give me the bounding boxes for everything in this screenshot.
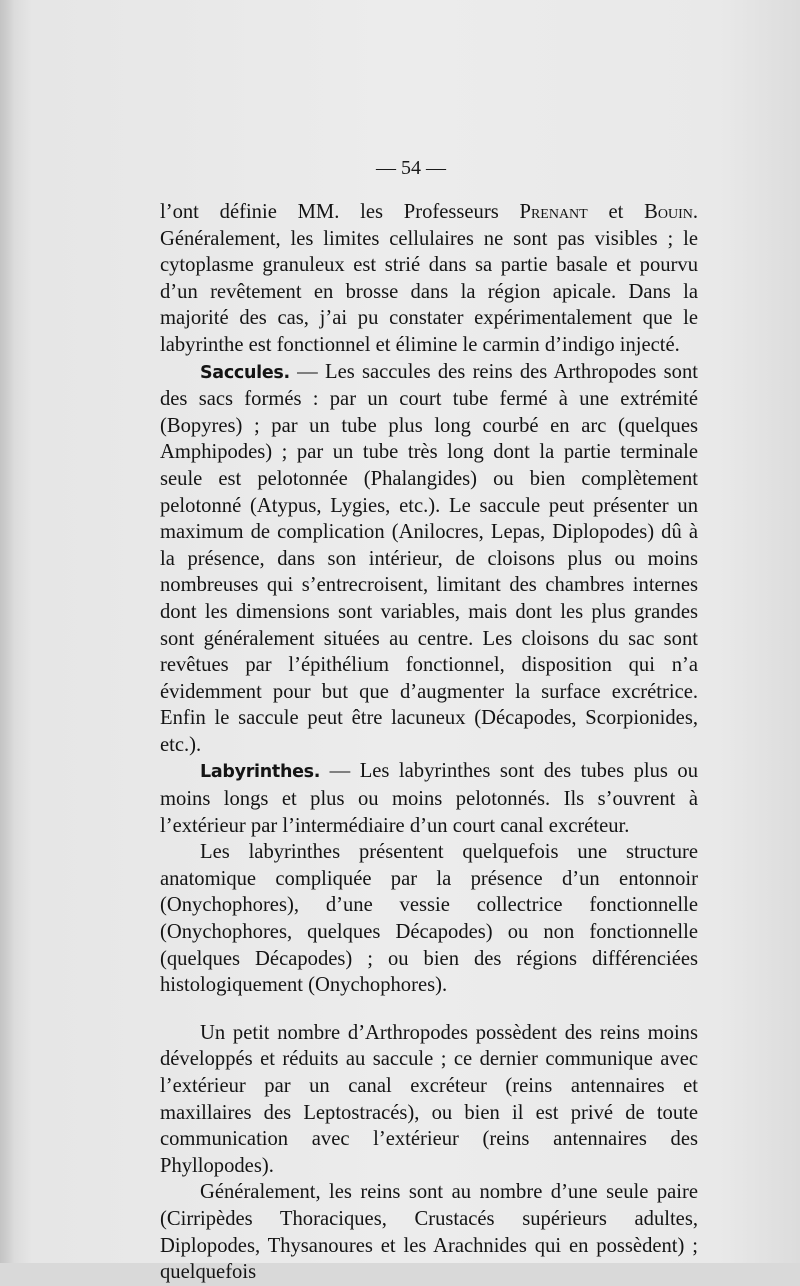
- paragraph-labyrinthes: [160, 758, 698, 839]
- body-text: [160, 199, 698, 1286]
- paragraph-text: l’ont définie MM. les Professeurs: [160, 201, 520, 223]
- binding-shadow: [0, 0, 14, 1263]
- paragraph-text: — Les labyrinthes sont des tubes plus ou moins longs et plus ou moins pelotonnés. Ils s’ouvrent à l’extérieur par l’intermédiaire d’un court canal excréteur.: [160, 760, 698, 837]
- paragraph-reduced-kidneys: Un petit nombre d’Arthropodes possèdent des reins moins développés et réduits au saccule ; ce dernier communique avec l’extérieur par un canal excréteur (reins antennaires et maxillaires des Leptostracés), ou bien il est privé de toute communication avec l’extérieur (reins antennaires des Phyllopodes).: [160, 1021, 698, 1177]
- paragraph-text: . Généralement, les limites cellulaires ne sont pas visibles ; le cytoplasme granuleux est strié dans sa partie basale et pourvu d’un revêtement en brosse dans la région apicale. Dans la majorité des cas, j’ai pu constater expérimentalement que le labyrinthe est fonctionnel et élimine le carmin d’indigo injecté.: [160, 201, 698, 356]
- section-heading-saccules: Saccules.: [200, 362, 290, 383]
- page-number: — 54 —: [376, 157, 446, 179]
- paragraph-text: — Les saccules des reins des Arthropodes sont des sacs formés : par un court tube fermé à une extrémité (Bopyres) ; par un tube plus long courbé en arc (quelques Amphipodes) ; par un tube très long dont la partie terminale seule est pelotonnée (Phalangides) ou bien complètement pelotonné (Atypus, Lygies, etc.). Le saccule peut présenter un maximum de complication (Anilocres, Lepas, Diplopodes) dû à la présence, dans son intérieur, de cloisons plus ou moins nombreuses qui s’entrecroisent, limitant des chambres internes dont les dimensions sont variables, mais dont les plus grandes sont généralement situées au centre. Les cloisons du sac sont revêtues par l’épithélium fonctionnel, disposition qui n’a évidemment pour but que d’augmenter la surface excrétrice. Enfin le saccule peut être lacuneux (Décapodes, Scorpionides, etc.).: [160, 360, 698, 756]
- author-name-prenant: Prenant: [519, 201, 588, 223]
- paragraph-continuation: [160, 199, 698, 359]
- paragraph-structure: Les labyrinthes présentent quelquefois une structure anatomique compliquée par la présence d’un entonnoir (Onychophores), d’une vessie collectrice fonctionnelle (Onychophores, quelques Décapodes) ou non fonctionnelle (quelques Décapodes) ; ou bien des régions différenciées histologiquement (Onychophores).: [160, 841, 698, 997]
- paragraph-saccules: [160, 359, 698, 759]
- section-heading-labyrinthes: Labyrinthes.: [200, 762, 321, 783]
- paragraph-spacer: [160, 999, 698, 1020]
- author-name-bouin: Bouin: [644, 201, 693, 223]
- paragraph-text: et: [587, 201, 645, 223]
- paragraph-pairs: Généralement, les reins sont au nombre d’une seule paire (Cirripèdes Thoraciques, Crustacés supérieurs adultes, Diplopodes, Thysanoures et les Arachnides qui en possèdent) ; quelquefois: [160, 1181, 698, 1284]
